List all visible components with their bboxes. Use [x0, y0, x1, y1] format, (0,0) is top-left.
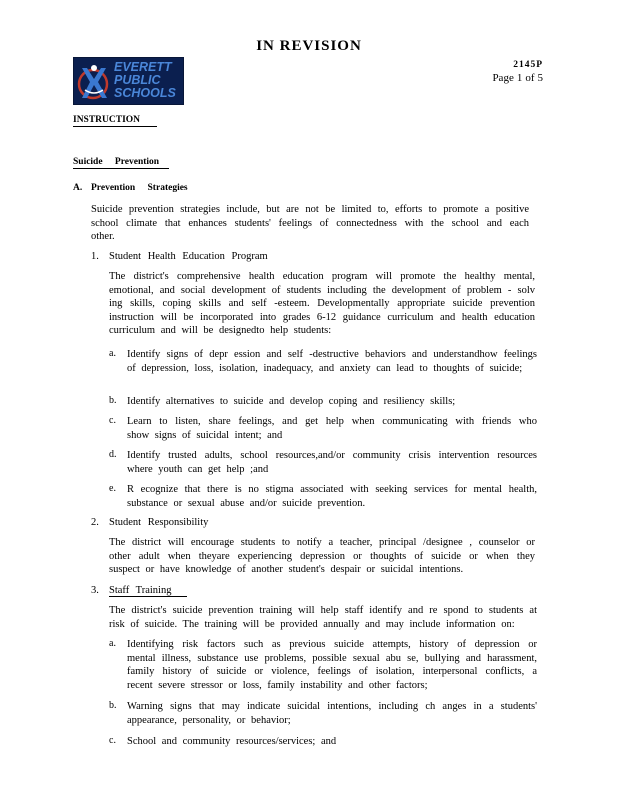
list-item-letter: b.: [109, 395, 117, 406]
list-item: R ecognize that there is no stigma associated with seeking services for mental health, substance or sexual abuse and/or suicide prevention.: [127, 484, 537, 509]
section-label: INSTRUCTION: [73, 115, 157, 127]
item-paragraph: The district's comprehensive health education program will promote the healthy mental, emotional, and social development of students including the development of problem - solv ing skills, coping skills and self -esteem. Developmentally appropriate suicide prevention instruction will be incorporated into grades 6-12 guidance curriculum and health education curriculum and will be designedto help students:: [109, 271, 535, 337]
list-item: Warning signs that may indicate suicidal intentions, including ch anges in a students' appearance, personality, or behavior;: [127, 701, 537, 726]
list-item: Identify alternatives to suicide and develop coping and resiliency skills;: [127, 396, 456, 407]
subsection-heading: [73, 183, 188, 193]
policy-heading: Suicide Prevention: [73, 157, 169, 169]
item-title: Staff Training: [109, 585, 187, 597]
everett-public-schools-logo: [73, 57, 184, 105]
list-item-letter: a.: [109, 348, 116, 359]
intro-paragraph: Suicide prevention strategies include, but are not be limited to, efforts to promote a positive school climate that enhances students' feelings of connectedness with the school and each other.: [91, 204, 529, 243]
subsection-title: Prevention Strategies: [91, 183, 188, 193]
list-item: Identify signs of depr ession and self -destructive behaviors and understandhow feelings of depression, loss, isolation, inadequacy, and anxiety can lead to thoughts of suicide;: [127, 349, 537, 374]
list-item-letter: d.: [109, 449, 117, 460]
list-item-letter: e.: [109, 483, 116, 494]
subsection-letter: A.: [73, 183, 83, 193]
logo-text: EVERETT PUBLIC SCHOOLS: [114, 60, 176, 100]
item-number: 1.: [91, 251, 99, 262]
item-title: Student Responsibility: [109, 517, 209, 528]
item-number: 2.: [91, 517, 99, 528]
item-title: Student Health Education Program: [109, 251, 268, 262]
item-paragraph: The district will encourage students to notify a teacher, principal /designee , counselor or other adult when theyare experiencing depression or thoughts of suicide or when they suspect or have knowledge of another student's despair or suicidal intentions.: [109, 537, 535, 576]
list-item: Identify trusted adults, school resources,and/or community crisis intervention resources where youth can get help ;and: [127, 450, 537, 475]
page-number: Page 1 of 5: [492, 72, 543, 84]
list-item-letter: a.: [109, 638, 116, 649]
list-item: Learn to listen, share feelings, and get help when communicating with friends who show signs of suicidal intent; and: [127, 416, 537, 441]
logo-emblem-icon: [76, 60, 112, 102]
list-item: School and community resources/services; and: [127, 736, 337, 747]
list-item-letter: b.: [109, 700, 117, 711]
list-item-letter: c.: [109, 415, 116, 426]
item-paragraph: The district's suicide prevention training will help staff identify and re spond to students at risk of suicide. The training will be provided annually and may include information on:: [109, 605, 537, 630]
policy-number: 2145P: [513, 60, 543, 70]
list-item-letter: c.: [109, 735, 116, 746]
item-number: 3.: [91, 585, 99, 596]
revision-title: IN REVISION: [256, 38, 362, 54]
list-item: Identifying risk factors such as previous suicide attempts, history of depression or mental illness, substance use problems, possible sexual abu se, bullying and harassment, family history of suicide or violence, feelings of isolation, interpersonal conflicts, a recent severe stressor or loss, family instability and other factors;: [127, 639, 537, 691]
